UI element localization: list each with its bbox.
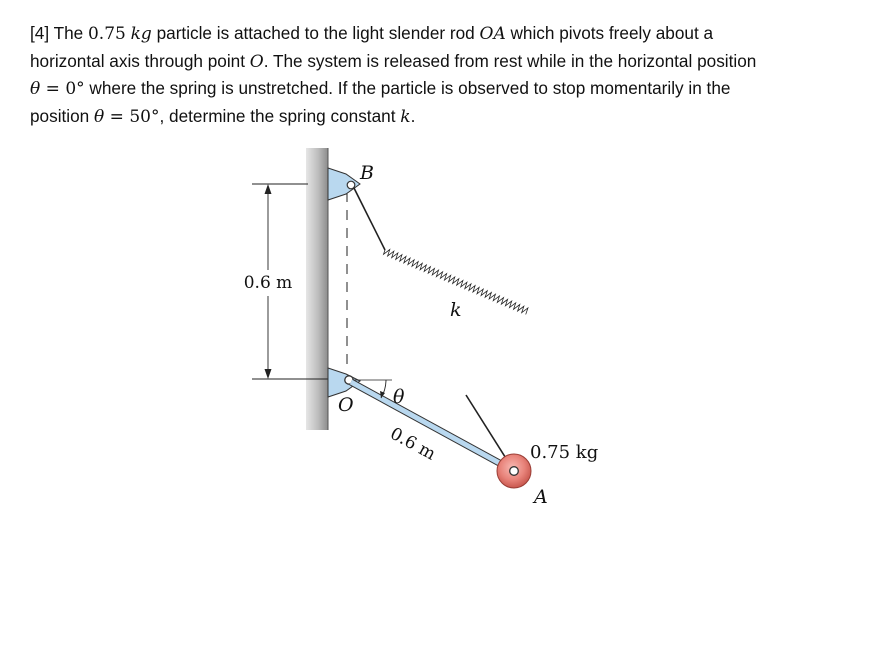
theta-stop: 50° (129, 106, 160, 127)
rod-length-label: 0.6 m (386, 423, 439, 465)
label-a: A (534, 486, 548, 508)
pivot-name: O (249, 51, 264, 72)
problem-number: [4] (30, 23, 50, 43)
theta-symbol: θ (94, 106, 105, 127)
spring-k (354, 188, 554, 366)
problem-text: where the spring is unstretched. If the particle is observed to stop momentarily in the (84, 78, 731, 98)
rod-name: OA (479, 24, 506, 44)
mass-label: 0.75 kg (530, 442, 599, 463)
problem-text: , determine the spring constant (159, 105, 401, 126)
label-o: O (338, 394, 354, 416)
problem-text: horizontal axis through point (30, 50, 250, 71)
theta-symbol: θ (30, 79, 41, 99)
problem-text: The (49, 23, 88, 43)
mass-unit: kg (130, 24, 152, 44)
problem-text: particle is attached to the light slender rod (151, 23, 480, 43)
problem-text: which pivots freely about a (505, 23, 714, 43)
equals-sign: = (104, 106, 130, 127)
wall (306, 148, 328, 430)
dimension-arrow-down-icon (265, 369, 272, 379)
problem-text: . (410, 105, 416, 126)
dimension-arrow-up-icon (265, 184, 272, 194)
mass-value: 0.75 (87, 24, 126, 44)
pin-b (347, 181, 355, 189)
equals-sign: = (40, 79, 66, 99)
label-k: k (450, 299, 462, 321)
spring-symbol: k (400, 106, 411, 127)
label-b: B (360, 162, 374, 184)
problem-text: . The system is released from rest while in the horizontal position (263, 50, 757, 71)
pin-a (510, 467, 519, 476)
height-dimension-label: 0.6 m (243, 273, 293, 293)
label-theta: θ (393, 386, 405, 408)
theta-start: 0° (65, 79, 85, 99)
problem-text: position (30, 105, 95, 126)
